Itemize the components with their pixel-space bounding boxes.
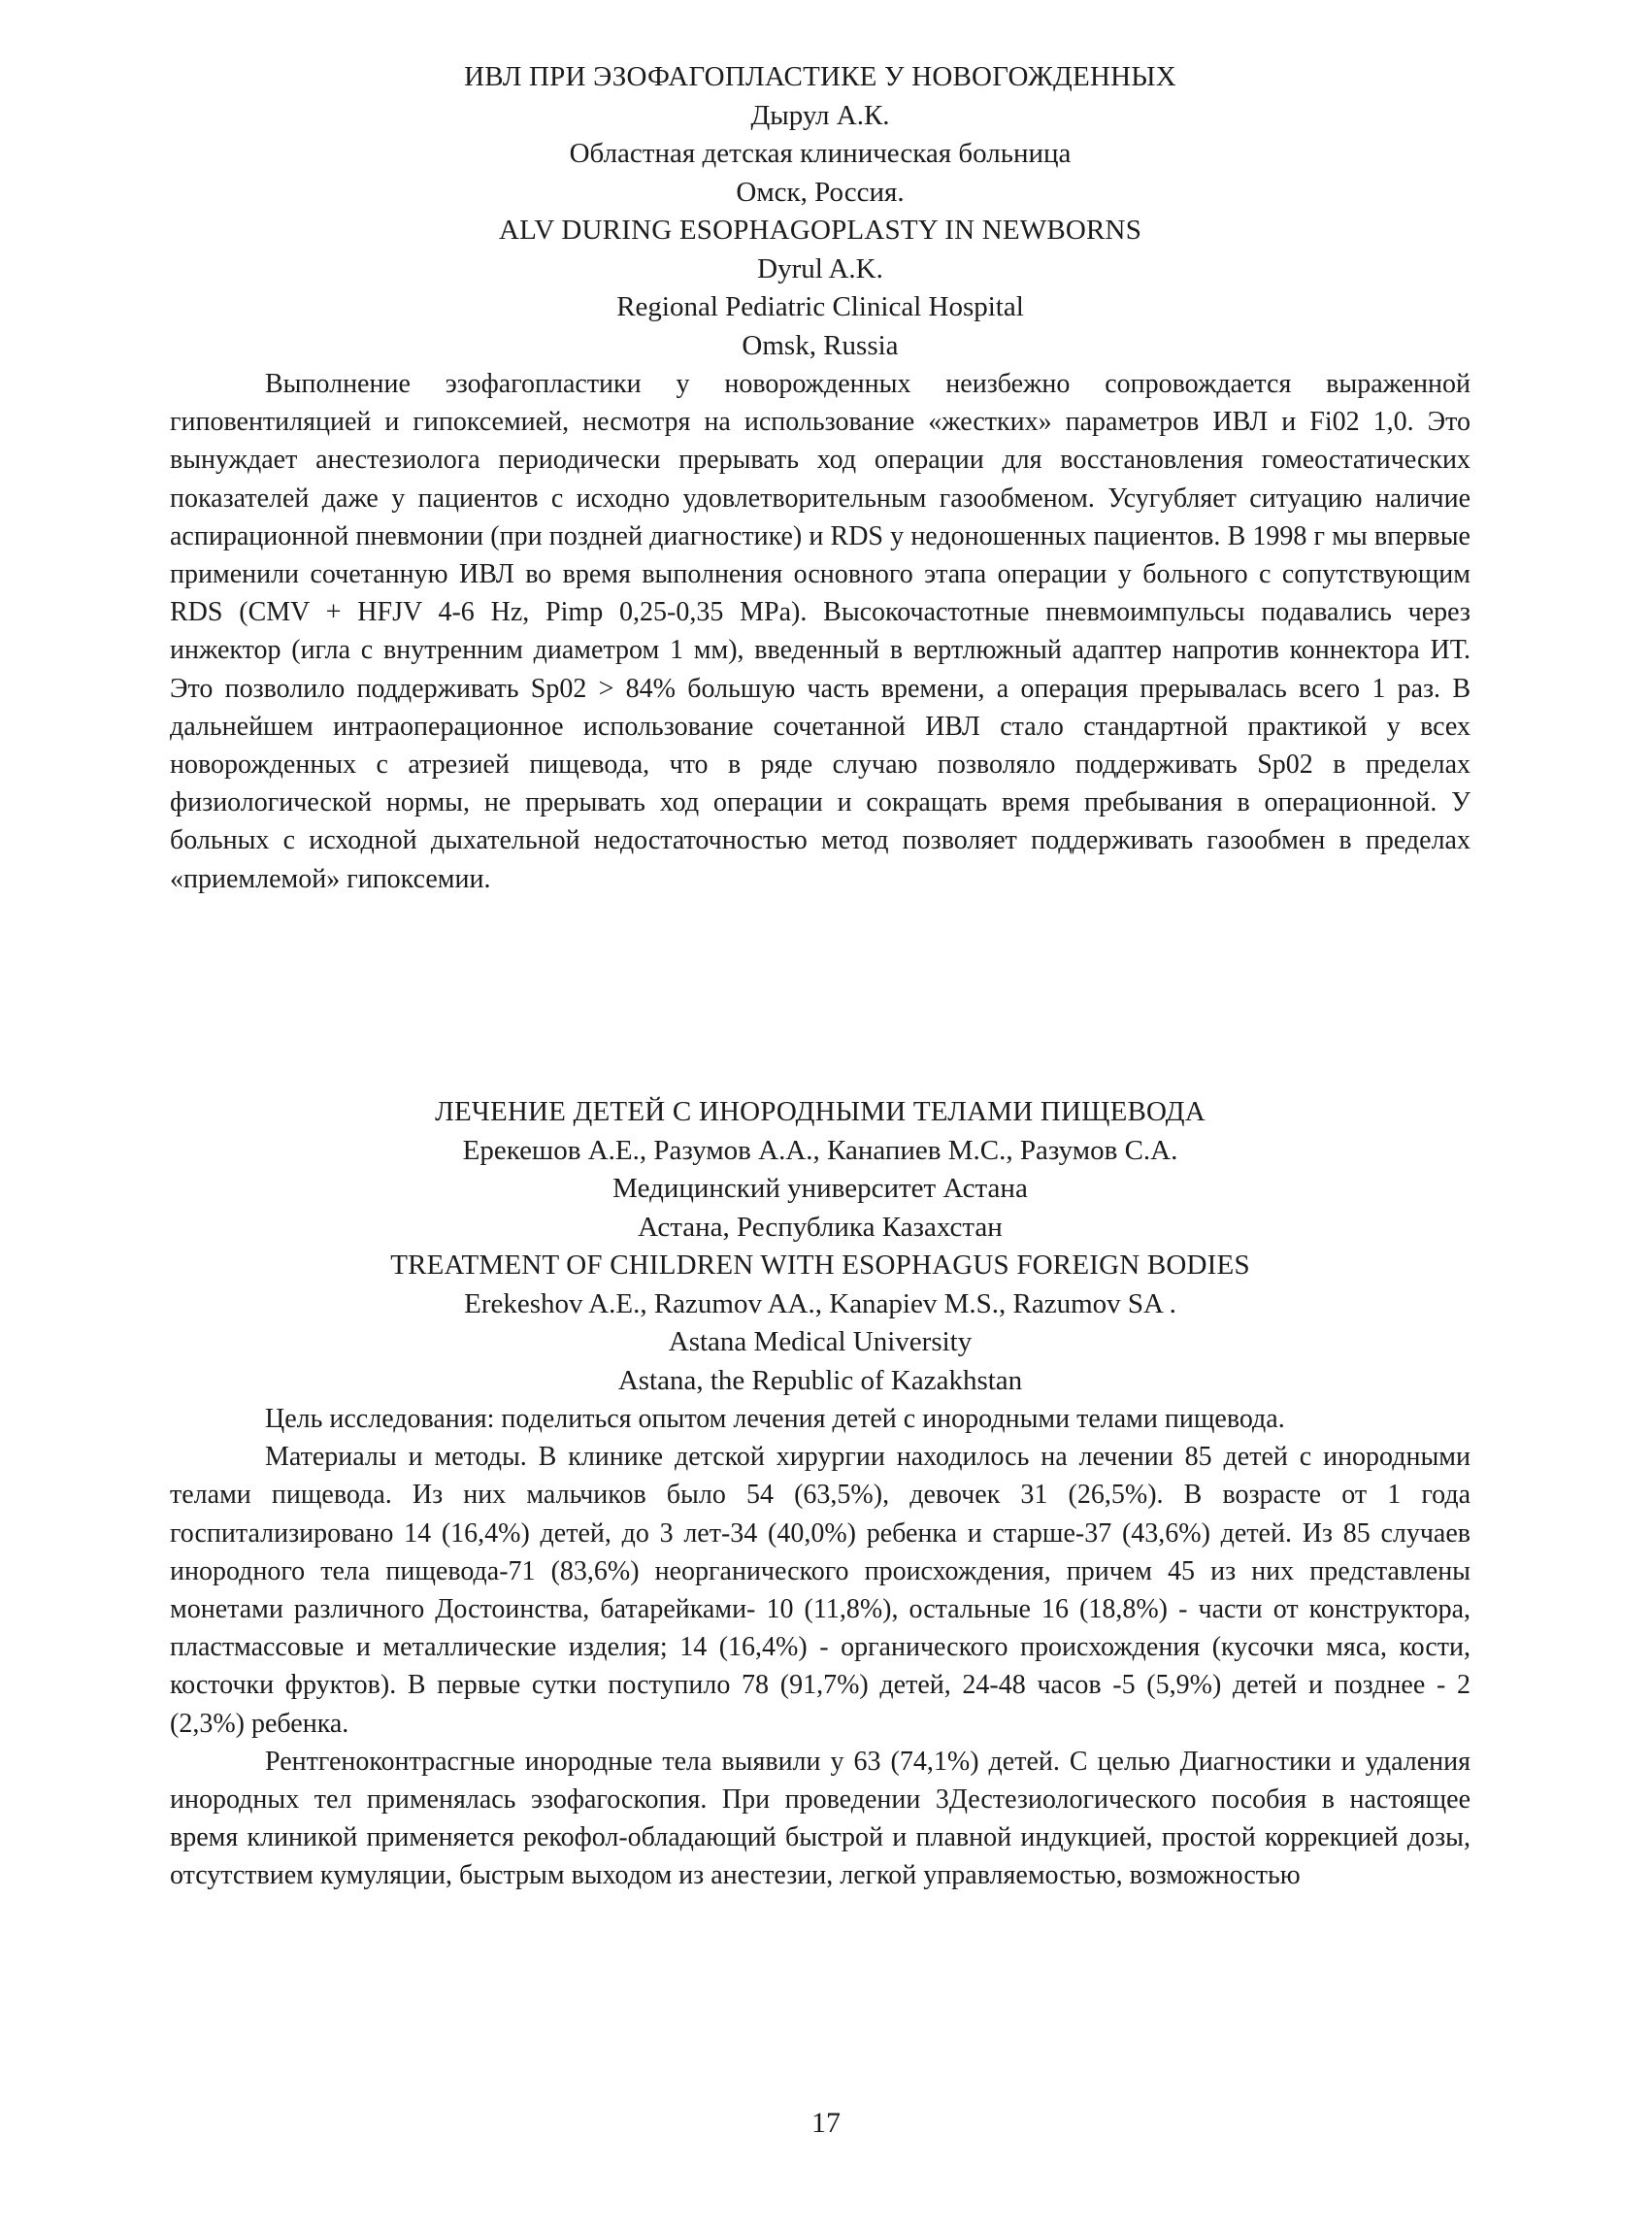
article-institution-en: Astana Medical University — [668, 1326, 973, 1357]
article-institution-ru: Медицинский университет Астана — [612, 1173, 1028, 1204]
article-city-ru: Омск, Россия. — [736, 176, 905, 208]
article-1 — [170, 58, 1470, 898]
article-paragraph: Цель исследования: поделиться опытом лечения детей с инородными телами пищевода. — [265, 1404, 1285, 1434]
article-paragraph: Рентгеноконтрасгные инородные тела выявили у 63 (74,1%) детей. С целью Диагностики и удаления инородных тел применялась эзофагоскопия. При проведении 3Дестезиологического пособия в настоящее время клиникой применяется рекофол-обладающий быстрой и плавной индукцией, простой коррекцией дозы, отсутствием кумуляции, быстрым выходом из анестезии, легкой управляемостью, возможностью — [170, 1746, 1470, 1891]
article-city-en: Astana, the Republic of Kazakhstan — [617, 1364, 1023, 1396]
page-number: 17 — [811, 2107, 841, 2139]
article-2 — [170, 1093, 1470, 1895]
article-title-en: ALV DURING ESOPHAGOPLASTY IN NEWBORNS — [498, 215, 1142, 246]
article-institution-en: Regional Pediatric Clinical Hospital — [616, 291, 1024, 322]
article-title-en: TREATMENT OF CHILDREN WITH ESOPHAGUS FOREIGN BODIES — [390, 1250, 1250, 1281]
article-author-ru: Ерекешов А.Е., Разумов А.А., Канапиев М.С., Разумов С.А. — [462, 1134, 1178, 1166]
article-author-en: Dyrul A.K. — [757, 252, 883, 284]
article-title-ru: ИВЛ ПРИ ЭЗОФАГОПЛАСТИКЕ У НОВОГОЖДЕННЫХ — [464, 61, 1176, 92]
article-title-ru: ЛЕЧЕНИЕ ДЕТЕЙ С ИНОРОДНЫМИ ТЕЛАМИ ПИЩЕВОДА — [435, 1096, 1206, 1127]
article-city-en: Omsk, Russia — [742, 329, 899, 361]
article-paragraph: Выполнение эзофагопластики у новорожденных неизбежно сопровождается выраженной гиповентиляцией и гипоксемией, несмотря на использование «жестких» параметров ИВЛ и Fi02 1,0. Это вынуждает анестезиолога периодически прерывать ход операции для восстановления гомеостатических показателей даже у пациентов с исходно удовлетворительным газообменом. Усугубляет ситуацию наличие аспирационной пневмонии (при поздней диагностике) и RDS у недоношенных пациентов. В 1998 г мы впервые применили сочетанную ИВЛ во время выполнения основного этапа операции у больного с сопутствующим RDS (CMV + HFJV 4-6 Hz, Pimp 0,25-0,35 MPa). Высокочастотные пневмоимпульсы подавались через инжектор (игла с внутренним диаметром 1 мм), введенный в вертлюжный адаптер напротив коннектора ИТ. Это позволило поддерживать Sp02 > 84% большую часть времени, а операция прерывалась всего 1 раз. В дальнейшем интраоперационное использование сочетанной ИВЛ стало стандартной практикой у всех новорожденных с атрезией пищевода, что в ряде случаю позволяло поддерживать Sp02 в пределах физиологической нормы, не прерывать ход операции и сокращать время пребывания в операционной. У больных с исходной дыхательной недостаточностью метод позволяет поддерживать газообмен в пределах «приемлемой» гипоксемии. — [170, 369, 1470, 894]
article-institution-ru: Областная детская клиническая больница — [569, 138, 1072, 169]
article-author-en: Erekeshov A.E., Razumov AA., Kanapiev M.S., Razumov SA . — [464, 1287, 1176, 1319]
article-paragraph: Материалы и методы. В клинике детской хирургии находилось на лечении 85 детей с инородными телами пищевода. Из них мальчиков было 54 (63,5%), девочек 31 (26,5%). В возрасте от 1 года госпитализировано 14 (16,4%) детей, до 3 лет-34 (40,0%) ребенка и старше-37 (43,6%) детей. Из 85 случаев инородного тела пищевода-71 (83,6%) неорганического происхождения, причем 45 из них представлены монетами различного Достоинства, батарейками- 10 (11,8%), остальные 16 (18,8%) - части от конструктора, пластмассовые и металлические изделия; 14 (16,4%) - органического происхождения (кусочки мяса, кости, косточки фруктов). В первые сутки поступило 78 (91,7%) детей, 24-48 часов -5 (5,9%) детей и позднее - 2 (2,3%) ребенка. — [170, 1442, 1470, 1739]
article-author-ru: Дырул А.К. — [750, 99, 890, 131]
article-city-ru: Астана, Республика Казахстан — [638, 1211, 1003, 1243]
